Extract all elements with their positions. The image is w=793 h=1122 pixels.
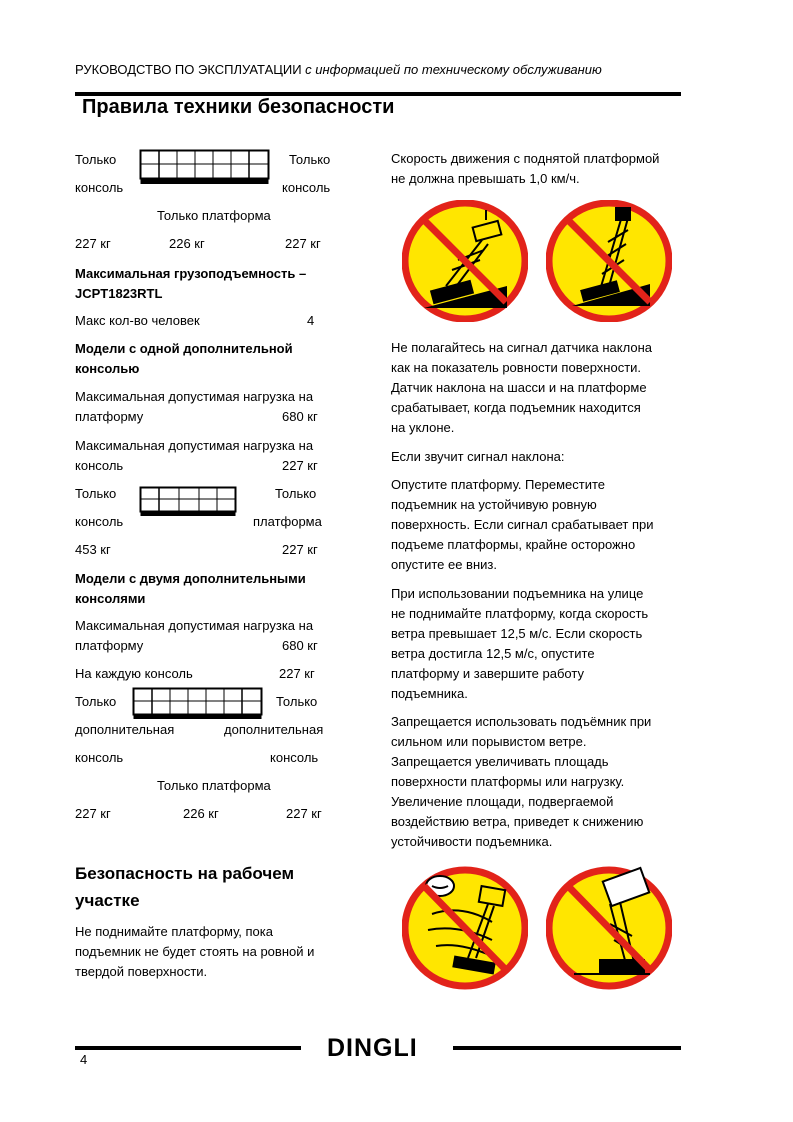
speed-text-2: не должна превышать 1,0 км/ч. [391, 171, 580, 186]
gust-text-7: устойчивости подъемника. [391, 834, 553, 849]
worksite-text-2: подъемник не будет стоять на ровной и [75, 944, 315, 959]
sail-load-prohibition-icon [546, 864, 672, 990]
manual-subtitle: с информацией по техническому обслуживанию [305, 62, 602, 77]
diagram1-center-value: 226 кг [169, 236, 205, 251]
tilt-text-1: Не полагайтесь на сигнал датчика наклона [391, 340, 652, 355]
wind-prohibition-icon [402, 864, 528, 990]
wind-text-3: ветра превышает 12,5 м/с. Если скорость [391, 626, 643, 641]
single-console-load-2: консоль [75, 458, 124, 473]
diagram3-right-label-3: консоль [270, 750, 319, 765]
diagram1-left-label-1: Только [75, 152, 117, 167]
each-console-label: На каждую консоль [75, 666, 193, 681]
each-console-value: 227 кг [279, 666, 315, 681]
worksite-heading [75, 860, 294, 914]
wind-text-4: ветра достигла 12,5 м/с, опустите [391, 646, 595, 661]
diagram3-center-value: 226 кг [183, 806, 219, 821]
single-platform-load-value: 680 кг [282, 409, 318, 424]
diagram1-center-label: Только платформа [157, 208, 271, 223]
wind-paragraph [391, 584, 648, 704]
diagram1-right-label-1: Только [289, 152, 331, 167]
wind-text-5: платформу и завершите работу [391, 666, 584, 681]
diagram3-center-label: Только платформа [157, 778, 271, 793]
diagram3-left-value: 227 кг [75, 806, 111, 821]
alarm-text-3: поверхность. Если сигнал срабатывает при [391, 517, 654, 532]
footer-rule-right [453, 1046, 681, 1050]
gust-text-6: воздействию ветра, приведет к снижению [391, 814, 644, 829]
diagram3-right-value: 227 кг [286, 806, 322, 821]
worksite-heading-1: Безопасность на рабочем [75, 864, 295, 883]
diagram3-left-label-1: Только [75, 694, 117, 709]
diagram3-left-label-2: дополнительная [75, 722, 175, 737]
diagram1-left-label-2: консоль [75, 180, 124, 195]
alarm-paragraph [391, 475, 654, 575]
gust-paragraph [391, 712, 651, 852]
diagram2-left-label-2: консоль [75, 514, 124, 529]
single-console-load-value: 227 кг [282, 458, 318, 473]
gust-text-4: поверхности платформы или нагрузку. [391, 774, 625, 789]
wind-text-1: При использовании подъемника на улице [391, 586, 644, 601]
worksite-text [75, 922, 314, 982]
gust-text-5: Увеличение площади, подвергаемой [391, 794, 614, 809]
double-ext-title-1: Модели с двумя дополнительными [75, 571, 306, 586]
diagram2-left-label-1: Только [75, 486, 117, 501]
single-ext-title-2: консолью [75, 361, 140, 376]
max-capacity-title-1: Максимальная грузоподъемность – [75, 266, 307, 281]
diagram3-left-label-3: консоль [75, 750, 124, 765]
mast-tilt-prohibition-icon [546, 200, 672, 322]
speed-text-1: Скорость движения с поднятой платформой [391, 151, 660, 166]
diagram2-right-label-2: платформа [253, 514, 322, 529]
tilt-paragraph [391, 338, 652, 438]
section-title: Правила техники безопасности [82, 96, 395, 118]
manual-title: РУКОВОДСТВО ПО ЭКСПЛУАТАЦИИ [75, 62, 302, 77]
single-ext-title-1: Модели с одной дополнительной [75, 341, 293, 356]
tilt-text-2: как на показатель ровности поверхности. [391, 360, 642, 375]
diagram1-left-value: 227 кг [75, 236, 111, 251]
gust-text-2: сильном или порывистом ветре. [391, 734, 587, 749]
double-platform-load-1: Максимальная допустимая нагрузка на [75, 618, 314, 633]
footer-rule-left [75, 1046, 301, 1050]
diagram2-right-label-1: Только [275, 486, 317, 501]
worksite-text-3: твердой поверхности. [75, 964, 208, 979]
speed-paragraph [391, 149, 659, 189]
single-platform-load-2: платформу [75, 409, 144, 424]
diagram2-left-value: 453 кг [75, 542, 111, 557]
gust-text-3: Запрещается увеличивать площадь [391, 754, 609, 769]
page-number: 4 [80, 1052, 88, 1067]
tilted-lift-prohibition-icon [402, 200, 528, 322]
manual-header [75, 62, 602, 77]
diagram1-right-value: 227 кг [285, 236, 321, 251]
max-capacity-title-2: JCPT1823RTL [75, 286, 163, 301]
diagram3-right-label-2: дополнительная [224, 722, 324, 737]
brand-logo: DINGLI [327, 1034, 418, 1062]
diagram2-right-value: 227 кг [282, 542, 318, 557]
diagram1-right-label-2: консоль [282, 180, 331, 195]
platform-layout-diagram-3 [132, 687, 263, 721]
max-persons-label: Макс кол-во человек [75, 313, 200, 328]
worksite-heading-2: участке [75, 891, 140, 910]
alarm-text-2: подъемник на устойчивую ровную [391, 497, 597, 512]
platform-layout-diagram-1 [139, 149, 270, 187]
single-platform-load-1: Максимальная допустимая нагрузка на [75, 389, 314, 404]
tilt-text-3: Датчик наклона на шасси и на платформе [391, 380, 647, 395]
platform-layout-diagram-2 [139, 486, 237, 520]
double-ext-title-2: консолями [75, 591, 146, 606]
gust-text-1: Запрещается использовать подъёмник при [391, 714, 652, 729]
wind-text-6: подъемника. [391, 686, 468, 701]
double-platform-load-2: платформу [75, 638, 144, 653]
alarm-intro-text: Если звучит сигнал наклона: [391, 449, 565, 464]
alarm-intro [391, 447, 565, 467]
double-platform-load-value: 680 кг [282, 638, 318, 653]
tilt-text-5: на уклоне. [391, 420, 455, 435]
worksite-text-1: Не поднимайте платформу, пока [75, 924, 273, 939]
alarm-text-5: опустите ее вниз. [391, 557, 497, 572]
alarm-text-1: Опустите платформу. Переместите [391, 477, 606, 492]
diagram3-right-label-1: Только [276, 694, 318, 709]
alarm-text-4: подъеме платформы, крайне осторожно [391, 537, 636, 552]
max-persons-value: 4 [307, 313, 315, 328]
wind-text-2: не поднимайте платформу, когда скорость [391, 606, 649, 621]
single-console-load-1: Максимальная допустимая нагрузка на [75, 438, 314, 453]
tilt-text-4: срабатывает, когда подъемник находится [391, 400, 641, 415]
